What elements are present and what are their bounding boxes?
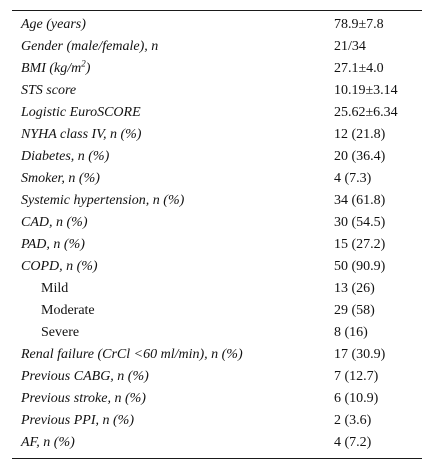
table-row bbox=[12, 256, 422, 278]
row-value: 4 (7.3) bbox=[334, 171, 372, 186]
row-label bbox=[12, 190, 334, 212]
table-row bbox=[12, 344, 422, 366]
row-label-text: Mild bbox=[41, 281, 69, 296]
row-label bbox=[12, 410, 334, 432]
row-value: 17 (30.9) bbox=[334, 347, 386, 362]
row-label-text: Diabetes, n (%) bbox=[21, 149, 110, 164]
row-label-text: Previous PPI, n (%) bbox=[21, 413, 134, 428]
table bbox=[12, 14, 422, 454]
row-label-text: Logistic EuroSCORE bbox=[21, 105, 141, 120]
row-value: 15 (27.2) bbox=[334, 237, 386, 252]
row-label-text: Previous CABG, n (%) bbox=[21, 369, 149, 384]
table-row bbox=[12, 58, 422, 80]
table-row bbox=[12, 168, 422, 190]
row-label bbox=[12, 256, 334, 278]
table-row bbox=[12, 366, 422, 388]
table-row bbox=[12, 36, 422, 58]
row-label bbox=[12, 124, 334, 146]
row-label-text: Age (years) bbox=[21, 17, 86, 32]
row-label-text: Systemic hypertension, n (%) bbox=[21, 193, 185, 208]
row-label bbox=[12, 212, 334, 234]
row-label bbox=[12, 432, 334, 454]
row-label bbox=[12, 168, 334, 190]
row-label bbox=[12, 58, 334, 80]
row-label bbox=[12, 278, 334, 300]
row-label bbox=[12, 300, 334, 322]
row-label bbox=[12, 80, 334, 102]
row-label-text: Moderate bbox=[41, 303, 95, 318]
table-row bbox=[12, 190, 422, 212]
row-label bbox=[12, 14, 334, 36]
row-label bbox=[12, 388, 334, 410]
row-label bbox=[12, 36, 334, 58]
row-value: 34 (61.8) bbox=[334, 193, 386, 208]
row-value: 6 (10.9) bbox=[334, 391, 379, 406]
row-label-suffix: ) bbox=[85, 61, 91, 76]
row-label bbox=[12, 102, 334, 124]
row-label bbox=[12, 234, 334, 256]
row-value: 30 (54.5) bbox=[334, 215, 386, 230]
row-label bbox=[12, 366, 334, 388]
row-label-text: CAD, n (%) bbox=[21, 215, 88, 230]
row-label-text: Severe bbox=[41, 325, 80, 340]
row-value: 12 (21.8) bbox=[334, 127, 386, 142]
table-row bbox=[12, 432, 422, 454]
row-label bbox=[12, 344, 334, 366]
table-row bbox=[12, 234, 422, 256]
row-label-text: Smoker, n (%) bbox=[21, 171, 100, 186]
table-row bbox=[12, 388, 422, 410]
row-label-text: Renal failure (CrCl <60 ml/min), n (%) bbox=[21, 347, 243, 362]
row-value: 21/34 bbox=[334, 39, 366, 54]
row-label-text: AF, n (%) bbox=[21, 435, 75, 450]
table-row bbox=[12, 146, 422, 168]
table-row bbox=[12, 300, 422, 322]
row-value: 50 (90.9) bbox=[334, 259, 386, 274]
table-row bbox=[12, 212, 422, 234]
baseline-characteristics-table bbox=[12, 10, 422, 459]
row-value: 8 (16) bbox=[334, 325, 368, 340]
table-row bbox=[12, 124, 422, 146]
row-value: 20 (36.4) bbox=[334, 149, 386, 164]
table-row bbox=[12, 278, 422, 300]
table-row bbox=[12, 14, 422, 36]
row-value: 10.19±3.14 bbox=[334, 83, 398, 98]
row-value: 27.1±4.0 bbox=[334, 61, 384, 76]
row-value: 78.9±7.8 bbox=[334, 17, 384, 32]
row-label-superscript: 2 bbox=[81, 58, 86, 69]
row-label-text: PAD, n (%) bbox=[21, 237, 85, 252]
row-label-text: COPD, n (%) bbox=[21, 259, 98, 274]
row-value: 2 (3.6) bbox=[334, 413, 372, 428]
table-body bbox=[12, 14, 422, 454]
row-value: 13 (26) bbox=[334, 281, 375, 296]
row-value: 4 (7.2) bbox=[334, 435, 372, 450]
row-label bbox=[12, 322, 334, 344]
row-label-text: STS score bbox=[21, 83, 77, 98]
row-label-text: BMI (kg/m bbox=[21, 61, 82, 76]
table-row bbox=[12, 322, 422, 344]
table-row bbox=[12, 410, 422, 432]
table-row bbox=[12, 80, 422, 102]
row-label-text: Previous stroke, n (%) bbox=[21, 391, 146, 406]
table-row bbox=[12, 102, 422, 124]
row-value: 25.62±6.34 bbox=[334, 105, 398, 120]
row-value: 29 (58) bbox=[334, 303, 375, 318]
row-label-text: NYHA class IV, n (%) bbox=[21, 127, 142, 142]
row-value: 7 (12.7) bbox=[334, 369, 379, 384]
row-label-text: Gender (male/female), n bbox=[21, 39, 159, 54]
row-label bbox=[12, 146, 334, 168]
